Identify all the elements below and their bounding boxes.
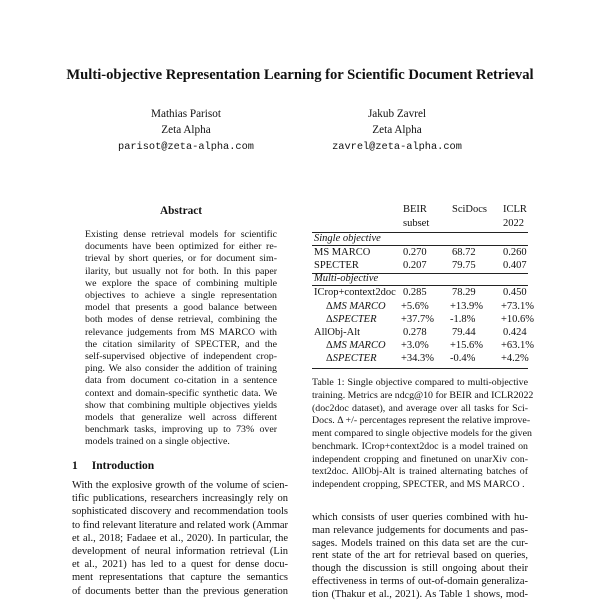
table-cell: +34.3% (401, 353, 435, 365)
section-title: Introduction (91, 460, 155, 472)
table-rule (312, 368, 528, 369)
table-cell: +4.2% (501, 353, 529, 365)
column-header: 2022 (503, 218, 524, 229)
text-line: models trained on a single objective. (85, 436, 230, 448)
table-cell: +5.6% (401, 300, 429, 312)
text-line: we explore the space of combining multiple (85, 277, 277, 289)
text-line: relevance judgements from MS MARCO with (85, 326, 277, 338)
table-cell: -0.4% (450, 353, 476, 365)
table-cell: 0.285 (403, 287, 427, 299)
table-cell: +37.7% (401, 313, 435, 325)
text-line: independent cropping and finetuned on unarXiv con- (312, 453, 528, 465)
table-cell: 0.407 (503, 260, 527, 272)
text-line: independent cropping, SPECTER, and MS MARCO . (312, 479, 525, 490)
table-cell: +10.6% (501, 313, 535, 325)
text-line: ilarity, but usually not for both. In this paper (85, 265, 277, 277)
text-line: trieval by short queries, or for document sim- (85, 253, 277, 265)
text-line: objectives to achieve a single representation (85, 290, 277, 301)
text-line: benchmark tasks, improving up to 73% over (85, 424, 277, 436)
table-cell: 78.29 (452, 287, 476, 299)
text-line: sophisticated discovery and recommendation tools (72, 506, 288, 518)
column-header: ICLR (503, 204, 527, 215)
text-line: Docs. Δ +/- percentages represent the relative improve- (312, 415, 531, 427)
table-cell: 0.270 (403, 247, 427, 258)
text-line: Existing dense retrieval models for scientific (85, 229, 277, 240)
table-cell: 0.278 (403, 327, 427, 338)
table-cell: +73.1% (501, 300, 535, 312)
author-affiliation: Zeta Alpha (372, 124, 422, 136)
text-line: to find relevant literature and related work (Ammar (72, 519, 289, 531)
text-line: context and domain-specific synthetic data. We (85, 387, 277, 399)
text-line: ment compared to single objective models for the given (312, 428, 532, 439)
text-line: though the discussion is still ongoing about their (312, 563, 528, 575)
author-affiliation: Zeta Alpha (161, 124, 211, 136)
text-line: which consists of user queries combined with hu- (312, 512, 528, 523)
text-line: benchmark. ICrop+context2doc is a model trained on (312, 440, 528, 452)
column-header: BEIR (403, 204, 427, 215)
text-line: ment representations that capture the semantics (72, 572, 288, 584)
text-line: ping. We also consider the addition of training (85, 363, 277, 375)
abstract-heading: Abstract (159, 205, 203, 217)
table-cell: 0.424 (503, 327, 527, 338)
row-label: ΔMS MARCO (326, 300, 386, 312)
column-header: subset (403, 218, 430, 229)
author-name: Jakub Zavrel (367, 108, 427, 120)
text-line: Table 1: Single objective compared to multi-objective (312, 377, 528, 388)
text-line: et al., 2021) has led to a quest for dense docu- (72, 559, 288, 571)
table-cell: 68.72 (452, 247, 476, 258)
text-line: text2doc. AllObj-Alt is trained alternating batches of (312, 466, 528, 478)
table-cell: 79.44 (452, 327, 476, 338)
column-header: SciDocs (452, 204, 487, 215)
author-email: zavrel@zeta-alpha.com (332, 141, 462, 153)
row-label: ICrop+context2doc (314, 287, 396, 299)
text-line: rent state of the art for retrieval based on queries, (312, 550, 528, 562)
row-label: ΔSPECTER (326, 313, 377, 325)
table-cell: 0.260 (503, 247, 527, 258)
text-line: data from document co-citation in a sentence (85, 375, 277, 387)
text-line: development of neural information retrieval (Lin (72, 546, 288, 557)
group-label: Single objective (314, 233, 381, 244)
row-label: AllObj-Alt (314, 327, 361, 338)
text-line: man relevance judgements for documents and pas- (312, 524, 528, 536)
table-rule (312, 245, 528, 246)
text-line: With the explosive growth of the volume of scien- (72, 480, 288, 491)
table-cell: +13.9% (450, 300, 484, 312)
text-line: models that generalize well across different (85, 412, 277, 423)
row-label: ΔSPECTER (326, 353, 377, 365)
table-cell: 0.450 (503, 287, 527, 299)
text-line: both modes of dense retrieval, combining the (85, 314, 277, 326)
text-line: et al., 2018; Fadaee et al., 2020). In particular, the (72, 532, 288, 544)
row-label: MS MARCO (314, 247, 371, 258)
row-label: ΔMS MARCO (326, 340, 386, 352)
author-name: Mathias Parisot (151, 108, 221, 120)
text-line: (doc2doc dataset), and average over all tasks for Sci- (312, 402, 528, 414)
table-cell: 79.75 (452, 260, 476, 272)
table-cell: +63.1% (501, 340, 535, 352)
text-line: of documents better than the previous generation (72, 585, 288, 597)
text-line: tion (Thakur et al., 2021). As Table 1 shows, mod- (312, 588, 528, 600)
table-cell: +15.6% (450, 340, 484, 352)
table-rule (312, 285, 528, 286)
table-cell: -1.8% (450, 313, 476, 325)
text-line: training. Metrics are ndcg@10 for BEIR and ICLR2022 (312, 389, 534, 401)
author-email: parisot@zeta-alpha.com (118, 141, 254, 153)
text-line: show that combining multiple objectives yields (85, 399, 277, 411)
text-line: the citation similarity of SPECTER, and the (85, 338, 277, 350)
text-line: tific publications, researchers increasingly rely on (72, 493, 288, 505)
text-line: effectiveness in terms of out-of-domain generaliza- (312, 576, 528, 587)
group-label: Multi-objective (314, 273, 379, 285)
section-heading (72, 460, 154, 472)
section-number: 1 (72, 460, 78, 472)
text-line: documents have been optimized for either re- (85, 241, 277, 253)
row-label: SPECTER (314, 260, 359, 272)
text-line: sages. Models trained on this data set are the cur- (312, 537, 528, 549)
text-line: model that presents a good balance between (85, 302, 277, 314)
paper-title: Multi-objective Representation Learning for Scientific Document Retrieval (66, 67, 534, 83)
table-cell: 0.207 (403, 260, 427, 272)
table-cell: +3.0% (401, 340, 429, 352)
text-line: self-supervised objective of independent crop- (85, 351, 277, 362)
